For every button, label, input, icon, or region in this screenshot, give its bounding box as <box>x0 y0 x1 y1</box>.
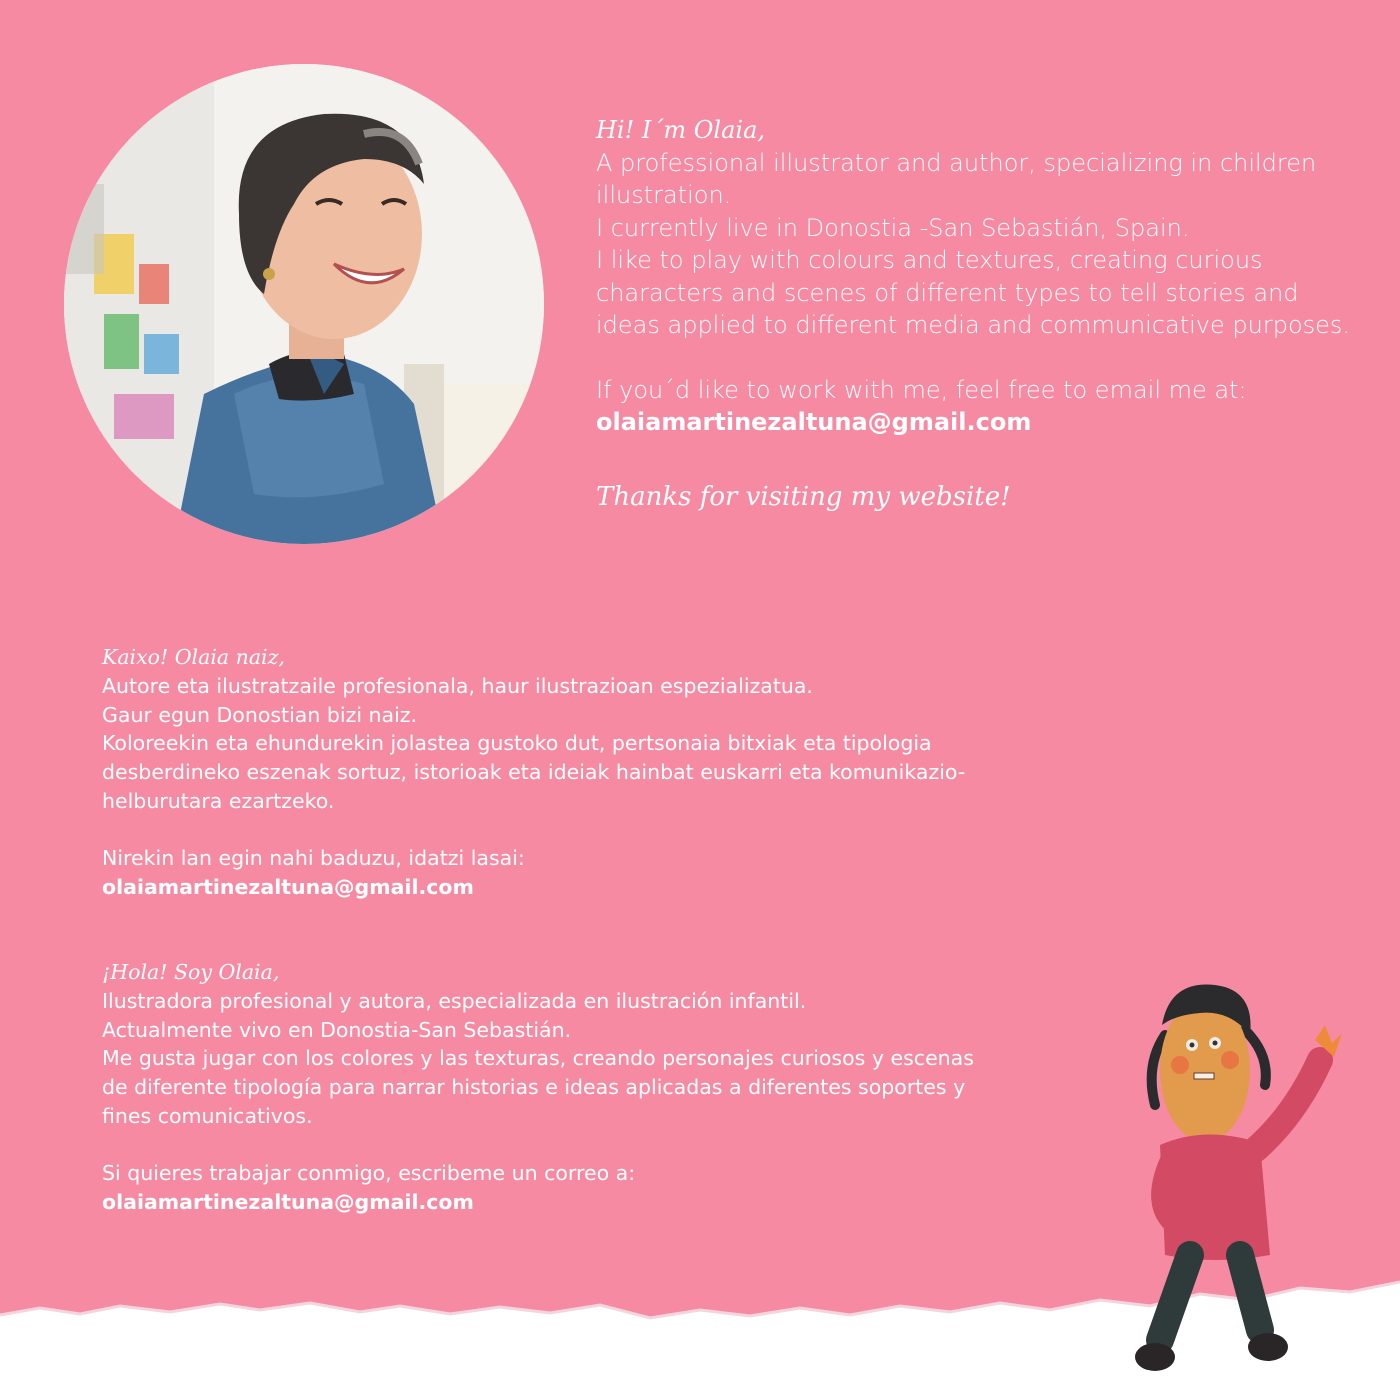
intro-spanish <box>102 958 1002 1216</box>
greeting-es: ¡Hola! Soy Olaia, <box>102 960 280 984</box>
bio-line-en-2: I currently live in Donostia -San Sebastián, Spain. <box>596 213 1190 242</box>
portrait-illustration <box>64 64 544 544</box>
bio-line-eu-1: Autore eta ilustratzaile profesionala, haur ilustrazioan espezializatua. <box>102 673 813 698</box>
contact-text-es: Si quieres trabajar conmigo, escribeme un correo a: <box>102 1160 636 1185</box>
girl-illustration-icon <box>1120 975 1360 1395</box>
portrait-photo <box>64 64 544 544</box>
intro-basque <box>102 643 1002 901</box>
thanks-message: Thanks for visiting my website! <box>596 481 1011 512</box>
bio-line-eu-2: Gaur egun Donostian bizi naiz. <box>102 702 418 727</box>
contact-text-eu: Nirekin lan egin nahi baduzu, idatzi lasai: <box>102 845 525 870</box>
email-link-en[interactable]: olaiamartinezaltuna@gmail.com <box>596 408 1032 436</box>
bio-line-eu-3: Koloreekin eta ehundurekin jolastea gustoko dut, pertsonaia bitxiak eta tipologia desberdineko eszenak sortuz, istorioak eta ideiak hainbat euskarri eta komunikazio-helburutara ezartzeko. <box>102 731 966 813</box>
bio-line-en-3: I like to play with colours and textures, creating curious characters and scenes of different types to tell stories and ideas applied to different media and communicative purposes. <box>596 246 1351 339</box>
bio-line-es-2: Actualmente vivo en Donostia-San Sebastián. <box>102 1017 572 1042</box>
greeting-eu: Kaixo! Olaia naiz, <box>102 645 285 669</box>
greeting-en: Hi! I´m Olaia, <box>596 116 766 144</box>
email-link-es[interactable]: olaiamartinezaltuna@gmail.com <box>102 1189 474 1214</box>
bio-line-en-1: A professional illustrator and author, specializing in children illustration. <box>596 148 1317 209</box>
intro-english <box>596 114 1366 513</box>
bio-line-es-3: Me gusta jugar con los colores y las texturas, creando personajes curiosos y escenas de diferente tipología para narrar historias e ideas aplicadas a diferentes soportes y fines comunicativos. <box>102 1046 974 1128</box>
bio-line-es-1: Ilustradora profesional y autora, especializada en ilustración infantil. <box>102 988 807 1013</box>
contact-text-en: If you´d like to work with me, feel free to email me at: <box>596 375 1247 404</box>
email-link-eu[interactable]: olaiamartinezaltuna@gmail.com <box>102 874 474 899</box>
